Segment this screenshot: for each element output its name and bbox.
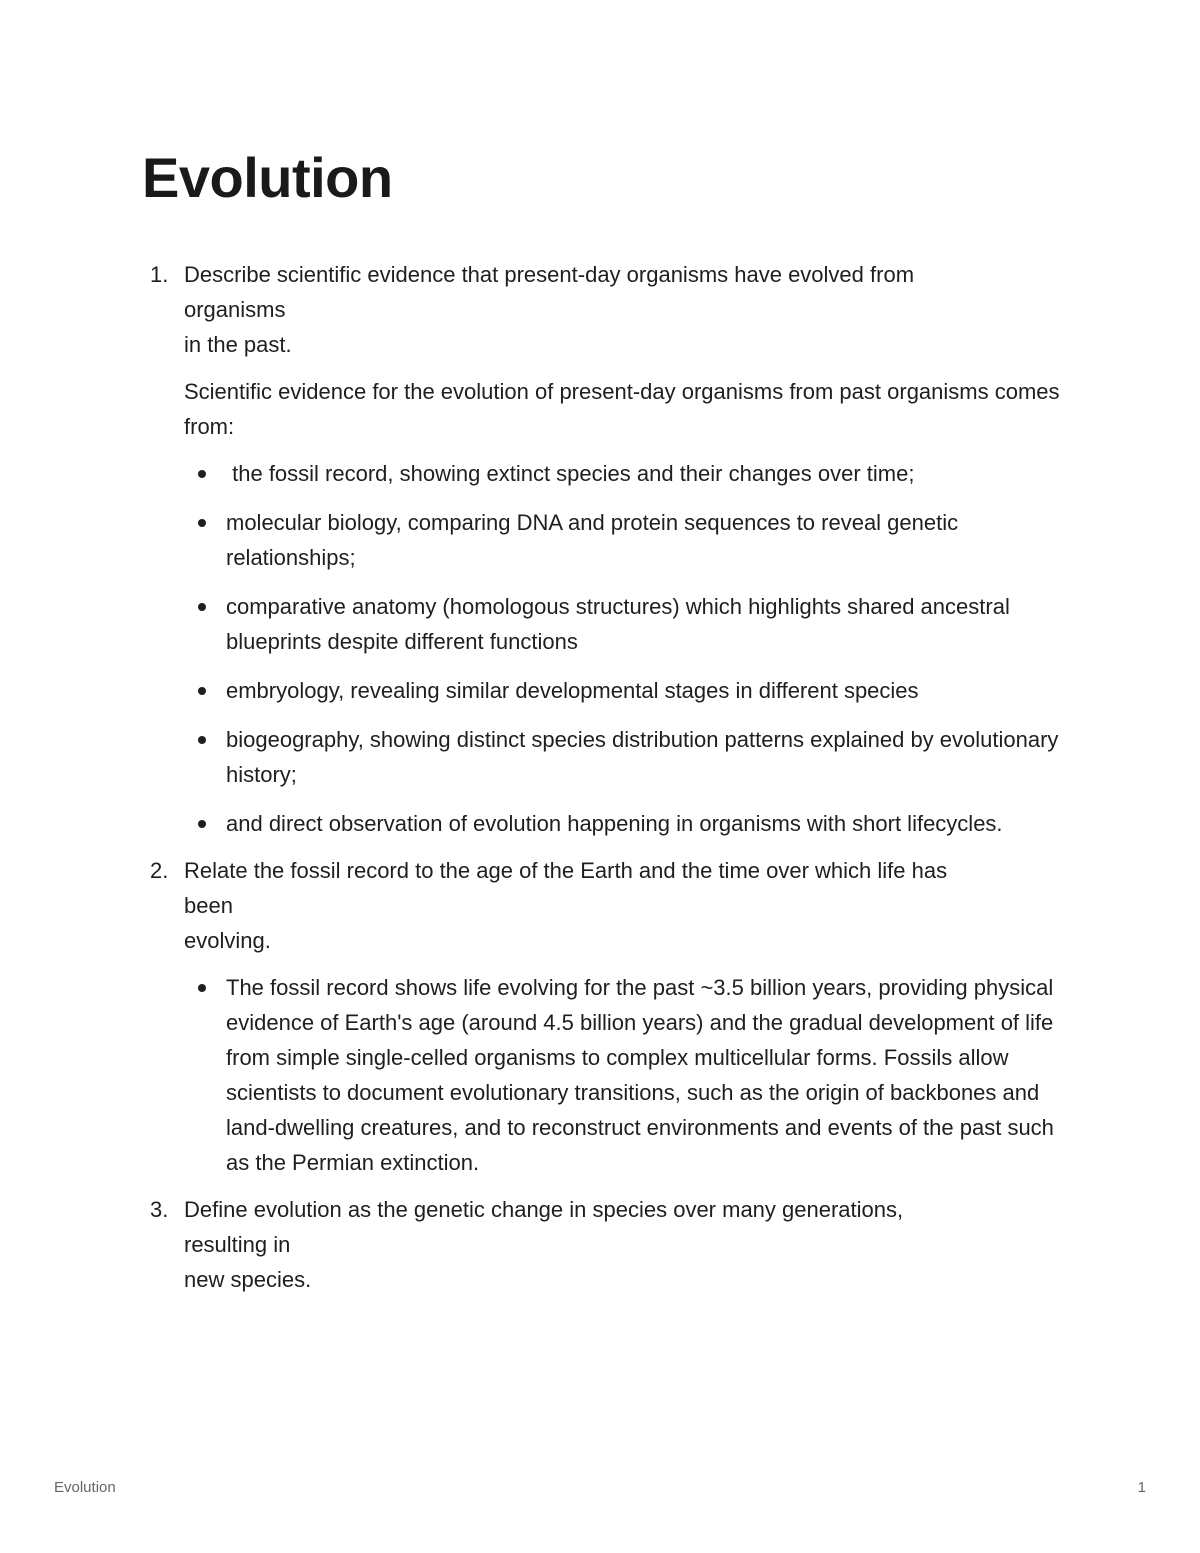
list-item [184,970,1072,1180]
list-item-text: The fossil record shows life evolving for the past ~3.5 billion years, providing physical evidence of Earth's age (around 4.5 billion years) and the gradual development of life from simple single-celled organisms to complex multicellular forms. Fossils allow scientists to document evolutionary transitions, such as the origin of backbones and land-dwelling creatures, and to reconstruct environments and events of the past such as the Permian extinction. [226,975,1054,1175]
question-line: been [184,893,233,918]
question-line: in the past. [184,332,292,357]
bullet-icon [198,687,206,695]
bullet-icon [198,470,206,478]
list-item [184,673,1072,708]
evidence-list [184,456,1072,841]
answer-intro: Scientific evidence for the evolution of present-day organisms from past organisms comes from: [184,379,1060,439]
question-line: Define evolution as the genetic change in species over many generations, [184,1197,904,1222]
question-3 [142,1192,1072,1297]
list-item-text: biogeography, showing distinct species distribution patterns explained by evolutionary history; [226,727,1059,787]
bullet-icon [198,984,206,992]
bullet-icon [198,820,206,828]
question-list [142,257,1072,1297]
list-item-text: comparative anatomy (homologous structures) which highlights shared ancestral blueprints despite different functions [226,594,1010,654]
bullet-icon [198,603,206,611]
list-item-text: molecular biology, comparing DNA and protein sequences to reveal genetic relationships; [226,510,959,570]
question-line: Relate the fossil record to the age of the Earth and the time over which life has [184,858,948,883]
bullet-icon [198,736,206,744]
list-item [184,456,1072,491]
page-title: Evolution [142,146,393,209]
question-number: 2. [150,858,169,883]
question-line: new species. [184,1267,312,1292]
page-number: 1 [1137,1479,1146,1496]
question-number: 1. [150,262,169,287]
list-item-text: and direct observation of evolution happening in organisms with short lifecycles. [226,811,1003,836]
question-line: resulting in [184,1232,291,1257]
question-number: 3. [150,1197,169,1222]
question-line: evolving. [184,928,271,953]
list-item-text: embryology, revealing similar developmental stages in different species [226,678,919,703]
question-2 [142,853,1072,1180]
list-item [184,505,1072,575]
question-line: organisms [184,297,286,322]
list-item [184,589,1072,659]
question-line: Describe scientific evidence that present-day organisms have evolved from [184,262,915,287]
bullet-icon [198,519,206,527]
footer-title: Evolution [54,1479,116,1496]
list-item [184,806,1072,841]
question-1 [142,257,1072,841]
list-item [184,722,1072,792]
list-item-text: the fossil record, showing extinct species and their changes over time; [226,461,915,486]
fossil-record-list [184,970,1072,1180]
